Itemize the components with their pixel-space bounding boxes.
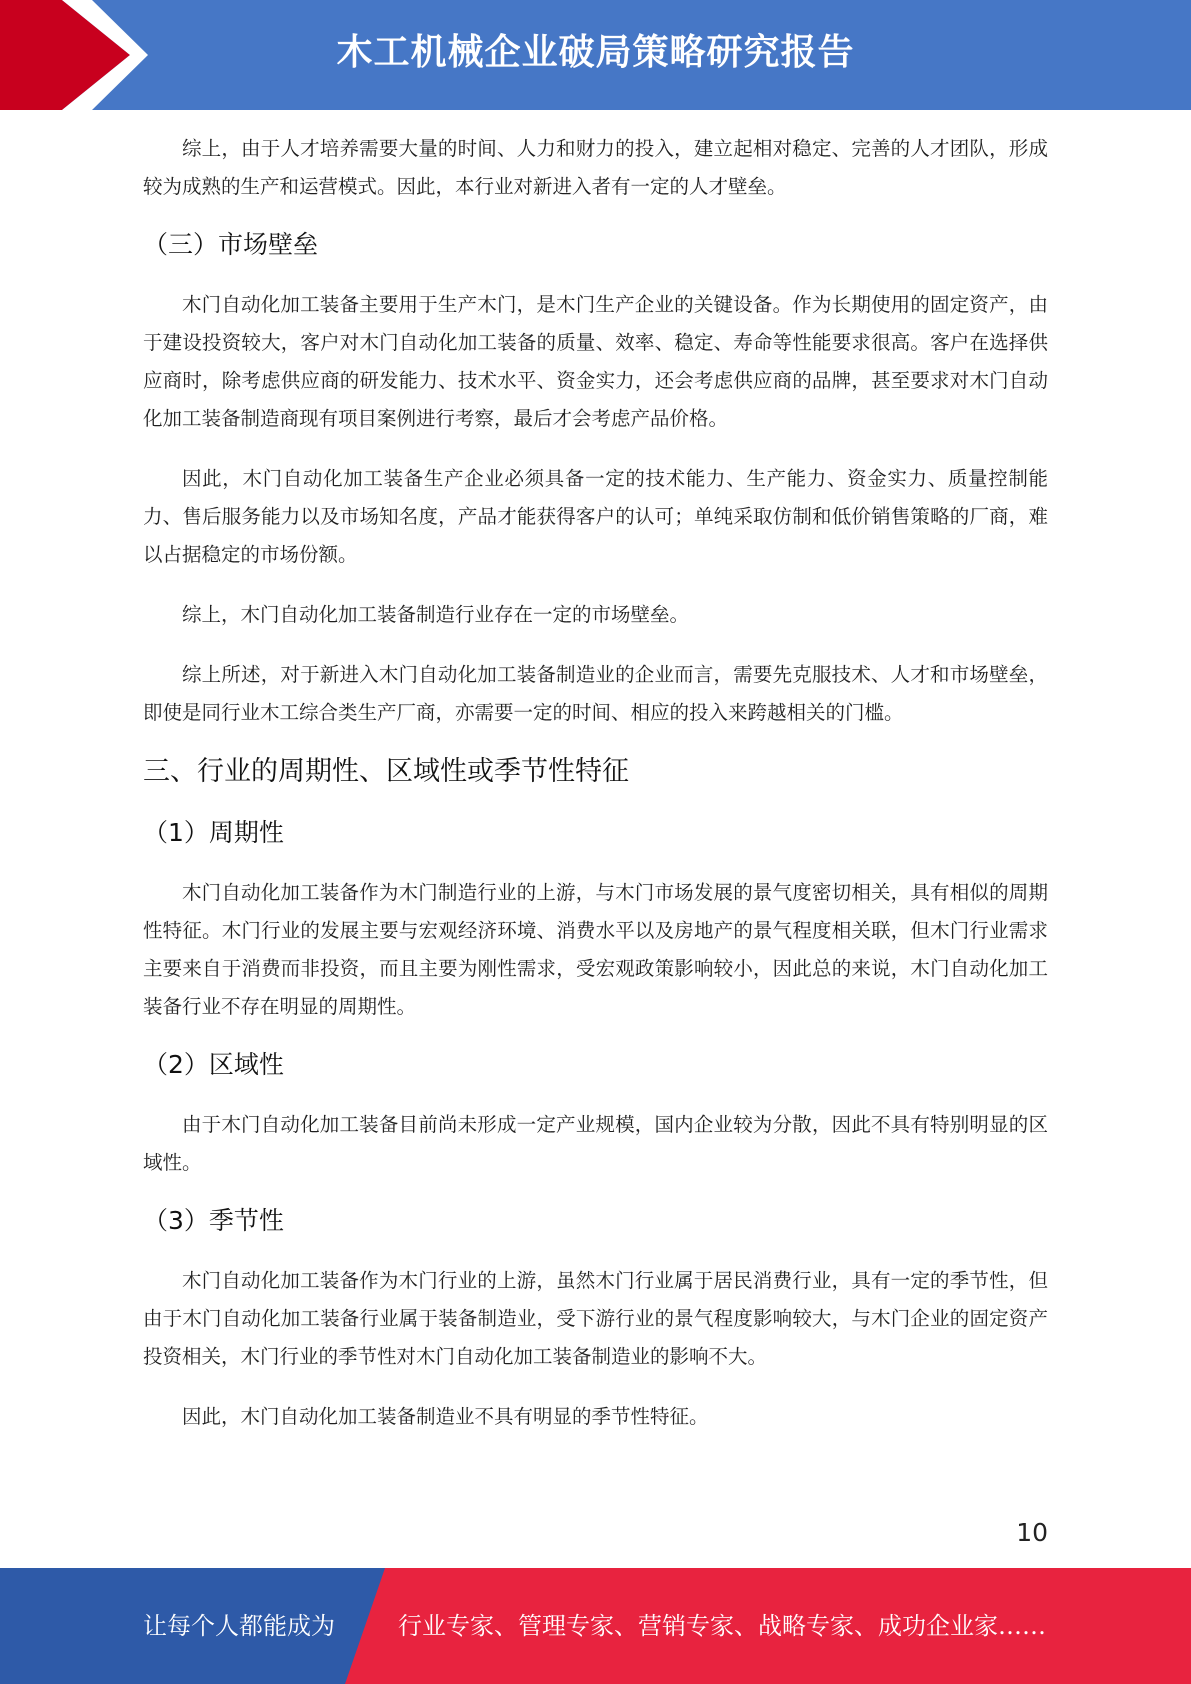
page-number: 10 (1016, 1518, 1048, 1547)
paragraph: 由于木门自动化加工装备目前尚未形成一定产业规模，国内企业较为分散，因此不具有特别明显的区域性。 (143, 1113, 1048, 1174)
paragraph: 因此，木门自动化加工装备生产企业必须具备一定的技术能力、生产能力、资金实力、质量控制能力、售后服务能力以及市场知名度，产品才能获得客户的认可；单纯采取仿制和低价销售策略的厂商，难以占据稳定的市场份额。 (143, 467, 1048, 566)
footer-slogan-left: 让每个人都能成为 (143, 1612, 335, 1640)
paragraph: 综上所述，对于新进入木门自动化加工装备制造业的企业而言，需要先克服技术、人才和市场壁垒，即使是同行业木工综合类生产厂商，亦需要一定的时间、相应的投入来跨越相关的门槛。 (143, 663, 1048, 724)
report-title: 木工机械企业破局策略研究报告 (336, 32, 855, 73)
paragraph: 因此，木门自动化加工装备制造业不具有明显的季节性特征。 (182, 1405, 709, 1428)
footer-slogan-right: 行业专家、管理专家、营销专家、战略专家、成功企业家…… (398, 1612, 1046, 1640)
heading-market-barrier: （三）市场壁垒 (143, 230, 319, 259)
page-header (0, 0, 1191, 110)
paragraph: 木门自动化加工装备作为木门行业的上游，虽然木门行业属于居民消费行业，具有一定的季节性，但由于木门自动化加工装备行业属于装备制造业，受下游行业的景气程度影响较大，与木门企业的固定资产投资相关，木门行业的季节性对木门自动化加工装备制造业的影响不大。 (143, 1269, 1048, 1368)
heading-cyclicality: （1）周期性 (143, 818, 284, 847)
page-footer (0, 1568, 1191, 1684)
paragraph: 综上，由于人才培养需要大量的时间、人力和财力的投入，建立起相对稳定、完善的人才团队，形成较为成熟的生产和运营模式。因此，本行业对新进入者有一定的人才壁垒。 (143, 137, 1048, 198)
heading-regionality: （2）区域性 (143, 1050, 284, 1079)
paragraph: 综上，木门自动化加工装备制造行业存在一定的市场壁垒。 (182, 603, 690, 626)
paragraph: 木门自动化加工装备作为木门制造行业的上游，与木门市场发展的景气度密切相关，具有相似的周期性特征。木门行业的发展主要与宏观经济环境、消费水平以及房地产的景气程度相关联，但木门行业需求主要来自于消费而非投资，而且主要为刚性需求，受宏观政策影响较小，因此总的来说，木门自动化加工装备行业不存在明显的周期性。 (143, 881, 1048, 1018)
document-body (143, 130, 1048, 1458)
paragraph: 木门自动化加工装备主要用于生产木门，是木门生产企业的关键设备。作为长期使用的固定资产，由于建设投资较大，客户对木门自动化加工装备的质量、效率、稳定、寿命等性能要求很高。客户在选择供应商时，除考虑供应商的研发能力、技术水平、资金实力，还会考虑供应商的品牌，甚至要求对木门自动化加工装备制造商现有项目案例进行考察，最后才会考虑产品价格。 (143, 293, 1048, 430)
heading-section-3: 三、行业的周期性、区域性或季节性特征 (143, 756, 629, 787)
heading-seasonality: （3）季节性 (143, 1206, 284, 1235)
